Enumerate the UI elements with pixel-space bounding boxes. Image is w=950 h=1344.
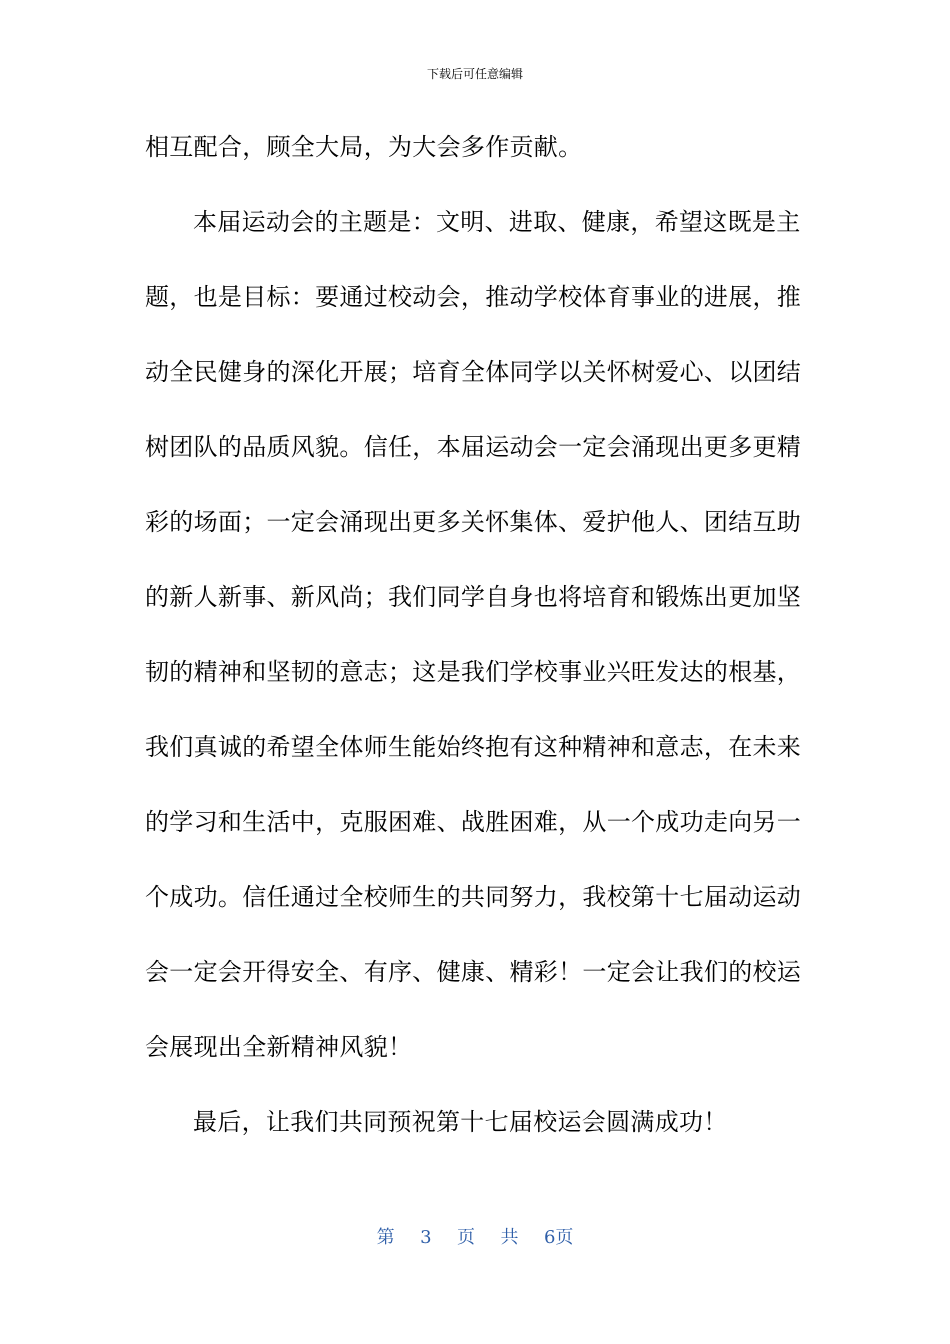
paragraph-line: 的新人新事、新风尚；我们同学自身也将培育和锻炼出更加坚 xyxy=(145,583,802,611)
footer-total-pages: 6页 xyxy=(543,1227,574,1248)
paragraph-line: 我们真诚的希望全体师生能始终抱有这种精神和意志，在未来 xyxy=(145,733,802,761)
page-number-footer xyxy=(0,1224,950,1252)
paragraph-line: 相互配合，顾全大局，为大会多作贡献。 xyxy=(145,133,583,161)
paragraph-line: 的学习和生活中，克服困难、战胜困难，从一个成功走向另一 xyxy=(145,808,802,836)
paragraph-line: 本届运动会的主题是：文明、进取、健康，希望这既是主 xyxy=(193,208,801,236)
paragraph-line: 动全民健身的深化开展；培育全体同学以关怀树爱心、以团结 xyxy=(145,358,802,386)
footer-label-di: 第 xyxy=(376,1227,395,1248)
page-header-note: 下载后可任意编辑 xyxy=(426,67,523,81)
footer-label-gong: 共 xyxy=(500,1227,519,1248)
footer-current-page: 3 xyxy=(420,1227,432,1248)
document-body xyxy=(145,125,802,1175)
footer-label-ye: 页 xyxy=(457,1227,475,1248)
paragraph-line: 会一定会开得安全、有序、健康、精彩！一定会让我们的校运 xyxy=(145,958,802,986)
paragraph-line: 韧的精神和坚韧的意志；这是我们学校事业兴旺发达的根基， xyxy=(145,658,802,686)
paragraph-line: 树团队的品质风貌。信任，本届运动会一定会涌现出更多更精 xyxy=(145,433,802,461)
paragraph-line: 题，也是目标：要通过校动会，推动学校体育事业的进展，推 xyxy=(145,283,802,311)
paragraph-line: 彩的场面；一定会涌现出更多关怀集体、爱护他人、团结互助 xyxy=(145,508,802,536)
paragraph-line: 最后，让我们共同预祝第十七届校运会圆满成功！ xyxy=(193,1108,728,1136)
paragraph-line: 会展现出全新精神风貌！ xyxy=(145,1033,413,1061)
paragraph-line: 个成功。信任通过全校师生的共同努力，我校第十七届动运动 xyxy=(145,883,802,911)
